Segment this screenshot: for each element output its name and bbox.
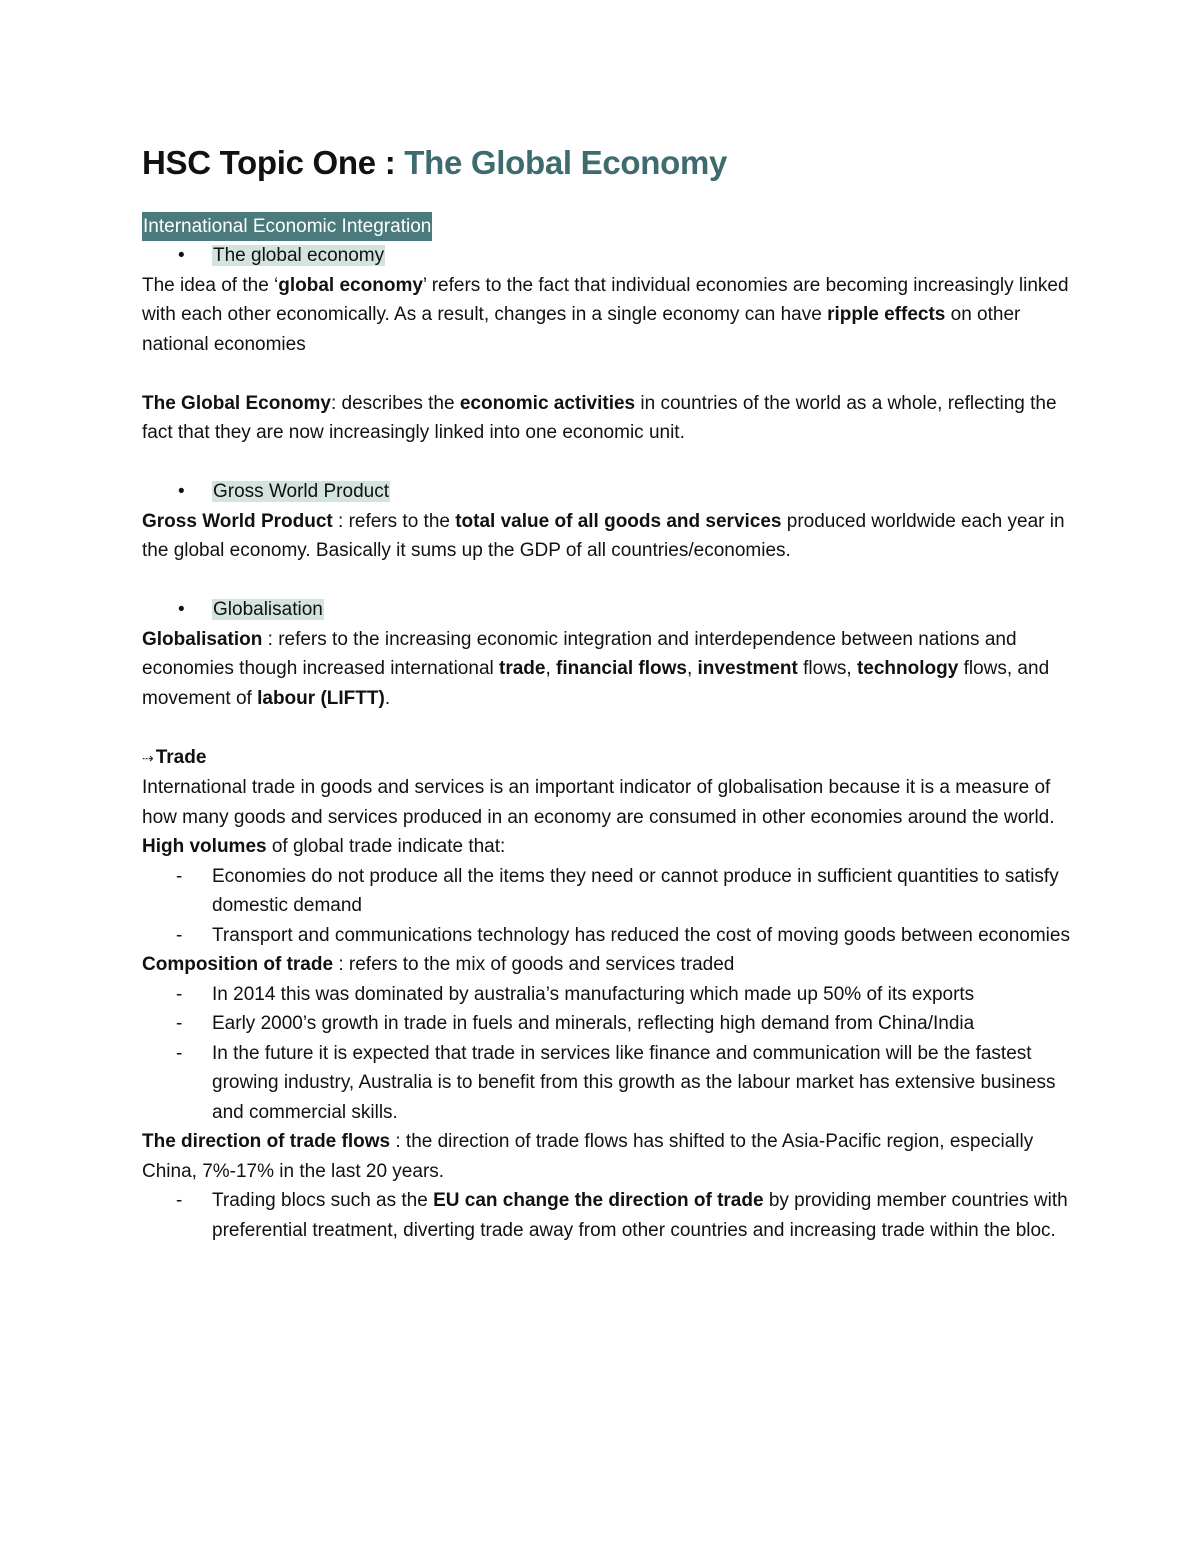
arrow-icon: ⇢: [142, 749, 154, 766]
composition-line: Composition of trade : refers to the mix of goods and services traded: [142, 954, 735, 975]
list-item: - Trading blocs such as the EU can change the direction of trade by providing member countries with preferential treatment, diverting trade away from other countries and increasing trade within the bloc.: [176, 1190, 1068, 1241]
bullet-label: Globalisation: [213, 599, 323, 620]
direction-line: The direction of trade flows : the direction of trade flows has shifted to the Asia-Pacific region, especially China, 7%-17% in the last 20 years.: [142, 1131, 1034, 1182]
paragraph-global-economy: The idea of the ‘global economy’ refers to the fact that individual economies are becoming increasingly linked with each other economically. As a result, changes in a single economy can have ripple effects on other national economies: [142, 274, 1069, 355]
list-item: - Transport and communications technology has reduced the cost of moving goods between economies: [176, 924, 1070, 946]
list-item: - In 2014 this was dominated by australia’s manufacturing which made up 50% of its exports: [176, 983, 975, 1005]
list-item: - Early 2000’s growth in trade in fuels and minerals, reflecting high demand from China/India: [176, 1013, 975, 1034]
bullet-label: The global economy: [213, 245, 385, 266]
section-heading: International Economic Integration: [142, 212, 432, 241]
list-item: - In the future it is expected that trade in services like finance and communication will be the fastest growing industry, Australia is to benefit from this growth as the labour market has extensive business and commercial skills.: [176, 1042, 1056, 1123]
title-accent: The Global Economy: [404, 144, 728, 181]
page-title: [142, 140, 1080, 186]
bullet-label: Gross World Product: [213, 481, 389, 502]
trade-heading: ⇢ Trade: [142, 746, 207, 768]
bullet-gwp: [142, 477, 1080, 507]
title-main: HSC Topic One :: [142, 144, 405, 181]
bullet-globalisation: [142, 595, 1080, 625]
bullet-global-economy: [142, 241, 1080, 271]
high-volumes-list: [142, 862, 1080, 951]
list-item: - Economies do not produce all the items they need or cannot produce in sufficient quantities to satisfy domestic demand: [176, 865, 1059, 916]
paragraph-globalisation: Globalisation : refers to the increasing economic integration and interdependence between nations and economies though increased international trade, financial flows, investment flows, technology flows, and movement of labour (LIFTT).: [142, 628, 1050, 709]
bullet-dot: •: [178, 245, 185, 266]
paragraph-definition: The Global Economy: describes the economic activities in countries of the world as a whole, reflecting the fact that they are now increasingly linked into one economic unit.: [142, 392, 1057, 443]
high-volumes-line: High volumes of global trade indicate that:: [142, 836, 506, 857]
bullet-dot: •: [178, 599, 185, 620]
bullet-dot: •: [178, 481, 185, 502]
paragraph-gwp: Gross World Product : refers to the total value of all goods and services produced worldwide each year in the global economy. Basically it sums up the GDP of all countries/economies.: [142, 510, 1065, 561]
trade-intro: International trade in goods and services is an important indicator of globalisation because it is a measure of how many goods and services produced in an economy are consumed in other economies around the world.: [142, 777, 1055, 828]
direction-list: [142, 1186, 1080, 1245]
composition-list: [142, 980, 1080, 1128]
